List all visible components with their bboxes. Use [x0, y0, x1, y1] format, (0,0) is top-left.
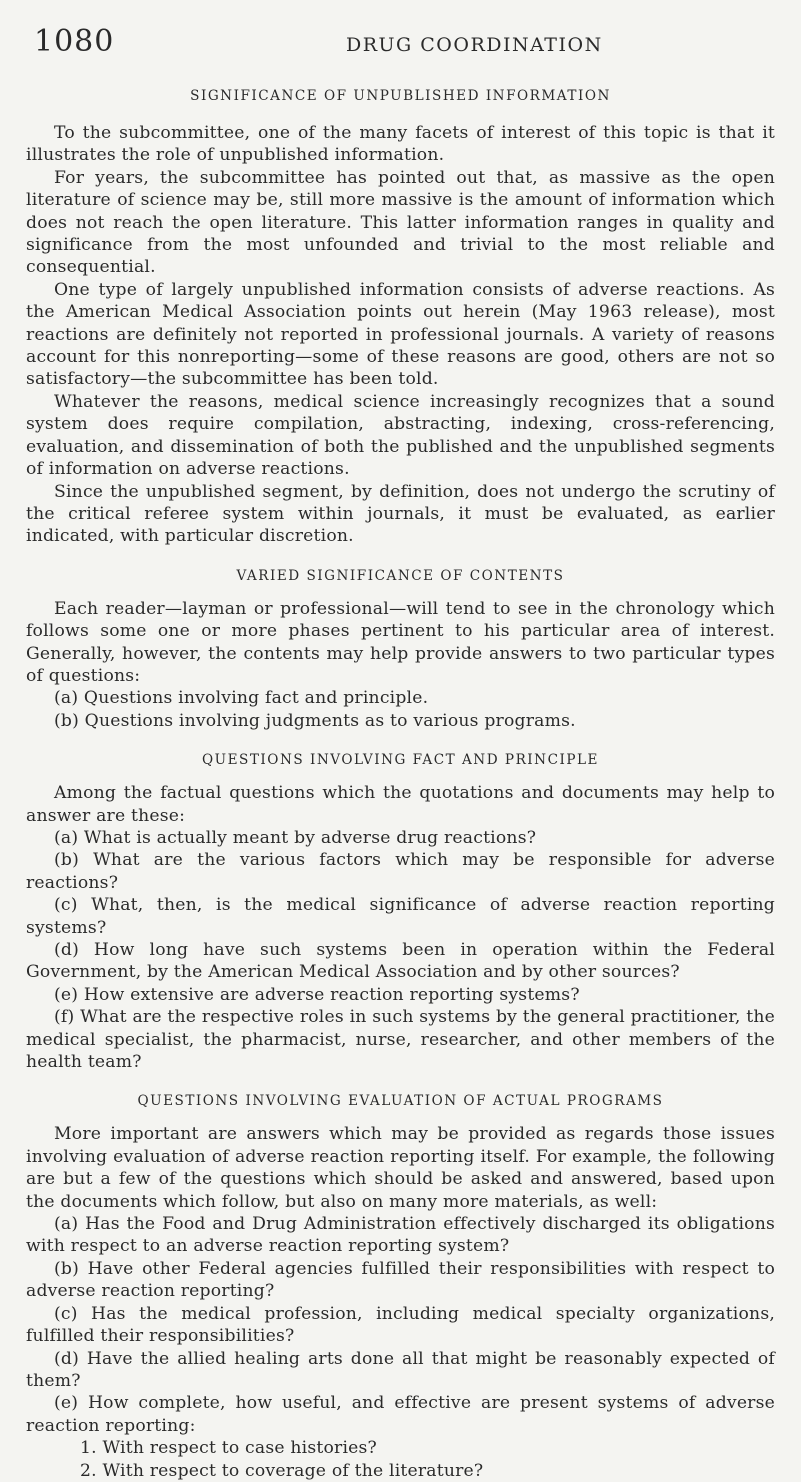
list-item: (d) Have the allied healing arts done all that might be reasonably expected of them?: [26, 1348, 775, 1391]
list-item: (e) How complete, how useful, and effective are present systems of adverse reaction reporting:: [26, 1393, 775, 1436]
list-item: (e) How extensive are adverse reaction reporting systems?: [54, 984, 580, 1005]
section-unpublished-information: [26, 88, 775, 548]
list-item: (a) What is actually meant by adverse drug reactions?: [54, 827, 537, 848]
paragraph: Whatever the reasons, medical science increasingly recognizes that a sound system does require compilation, abstracting, indexing, cross-referencing, evaluation, and dissemination of both the published and the unpublished segments of information on adverse reactions.: [26, 391, 775, 480]
numbered-item: 1. With respect to case histories?: [80, 1438, 377, 1459]
list-item: (b) Questions involving judgments as to various programs.: [54, 710, 576, 731]
section-varied-significance: [26, 568, 775, 732]
paragraph: Among the factual questions which the quotations and documents may help to answer are these:: [26, 783, 775, 826]
paragraph: One type of largely unpublished information consists of adverse reactions. As the American Medical Association points out herein (May 1963 release), most reactions are definitely not reported in professional journals. A variety of reasons account for this nonreporting—some of these reasons are good, others are not so satisfactory—the subcommittee has been told.: [26, 279, 775, 390]
list-item: (a) Has the Food and Drug Administration effectively discharged its obligations with respect to an adverse reaction reporting system?: [26, 1214, 775, 1257]
section-fact-and-principle: [26, 752, 775, 1073]
section-heading: SIGNIFICANCE OF UNPUBLISHED INFORMATION: [190, 88, 611, 104]
paragraph: For years, the subcommittee has pointed out that, as massive as the open literature of science may be, still more massive is the amount of information which does not reach the open literature. This latter information ranges in quality and significance from the most unfounded and trivial to the most reliable and consequential.: [26, 167, 775, 278]
section-evaluation-of-programs: [26, 1093, 775, 1482]
paragraph: Since the unpublished segment, by definition, does not undergo the scrutiny of the critical referee system within journals, it must be evaluated, as earlier indicated, with particular discretion.: [26, 481, 775, 547]
section-heading: VARIED SIGNIFICANCE OF CONTENTS: [236, 567, 565, 584]
section-heading: QUESTIONS INVOLVING FACT AND PRINCIPLE: [202, 752, 599, 769]
list-item: (c) Has the medical profession, including medical specialty organizations, fulfilled their responsibilities?: [26, 1303, 775, 1347]
list-item: (c) What, then, is the medical significance of adverse reaction reporting systems?: [26, 895, 775, 938]
running-head: DRUG COORDINATION: [346, 34, 603, 56]
paragraph: To the subcommittee, one of the many facets of interest of this topic is that it illustrates the role of unpublished information.: [26, 123, 775, 166]
section-heading: QUESTIONS INVOLVING EVALUATION OF ACTUAL PROGRAMS: [137, 1093, 664, 1110]
numbered-item: 2. With respect to coverage of the literature?: [80, 1460, 484, 1481]
paragraph: More important are answers which may be provided as regards those issues involving evaluation of adverse reaction reporting itself. For example, the following are but a few of the questions which should be asked and answered, based upon the documents which follow, but also on many more materials, as well:: [26, 1124, 775, 1212]
list-item: (b) Have other Federal agencies fulfilled their responsibilities with respect to adverse reaction reporting?: [26, 1258, 775, 1302]
page-header: [26, 22, 775, 62]
list-item: (b) What are the various factors which may be responsible for adverse reactions?: [26, 850, 775, 893]
list-item: (f) What are the respective roles in such systems by the general practitioner, the medical specialist, the pharmacist, nurse, researcher, and other members of the health team?: [26, 1007, 775, 1073]
list-item: (a) Questions involving fact and principle.: [54, 688, 429, 709]
paragraph: Each reader—layman or professional—will tend to see in the chronology which follows some one or more phases pertinent to his particular area of interest. Generally, however, the contents may help provide answers to two particular types of questions:: [26, 598, 775, 686]
list-item: (d) How long have such systems been in operation within the Federal Government, by the American Medical Association and by other sources?: [26, 940, 775, 983]
page-number: 1080: [34, 24, 115, 59]
